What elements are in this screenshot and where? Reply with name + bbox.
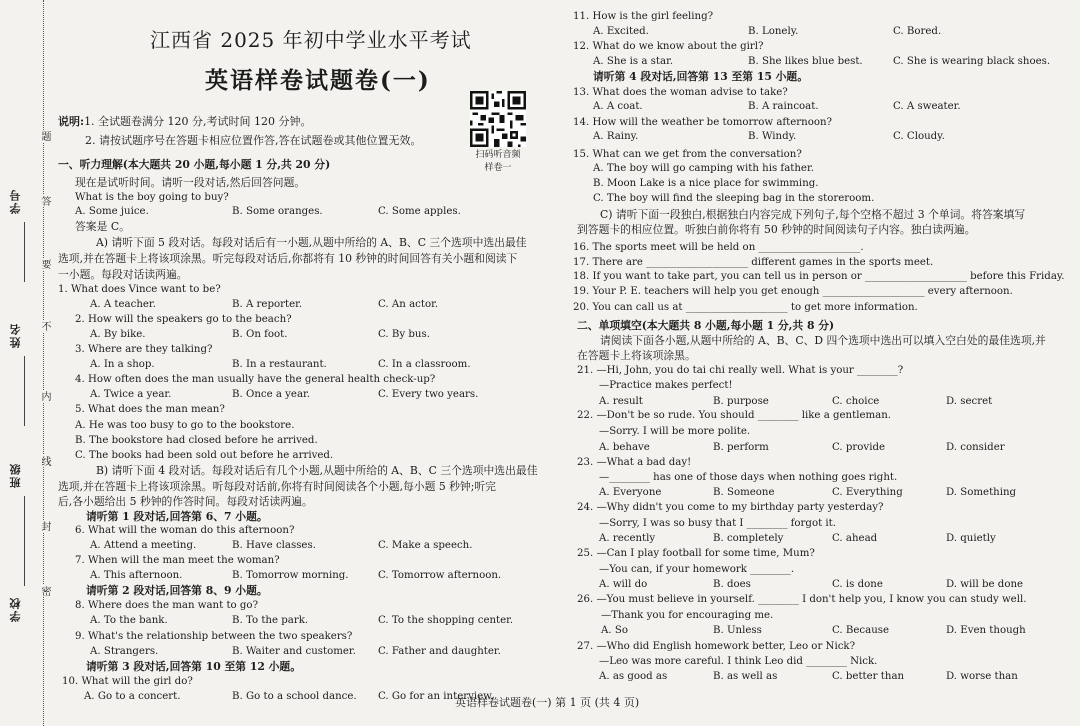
option-c: C. Go for an interview. (378, 691, 494, 702)
option-a: A. By bike. (90, 329, 146, 340)
option-b: B. A reporter. (232, 299, 303, 310)
text-line: What is the boy going to buy? (75, 192, 229, 203)
option-d: D. quietly (946, 533, 996, 544)
text-line: 24. —Why didn't you come to my birthday party yesterday? (577, 502, 884, 513)
text-line: C. The books had been sold out before he arrived. (75, 450, 334, 461)
text-line: 9. What's the relationship between the two speakers? (75, 631, 353, 642)
instructions (58, 112, 422, 150)
text-line: 5. What does the man mean? (75, 404, 225, 415)
seal-char: 要 (39, 259, 50, 269)
text-line: —Sorry, I was so busy that I ________ forgot it. (599, 518, 837, 529)
text-line: 17. There are ____________________ different games in the sports meet. (573, 257, 934, 268)
option-b: B. To the park. (232, 615, 309, 626)
text-line: 请听第 2 段对话,回答第 8、9 小题。 (86, 584, 268, 597)
text-line: —________ has one of those days when nothing goes right. (599, 472, 898, 483)
option-b: B. She likes blue best. (748, 56, 863, 67)
option-d: D. will be done (946, 579, 1024, 590)
seal-char: 封 (39, 521, 50, 531)
field-line (24, 222, 26, 282)
option-b: B. purpose (713, 396, 769, 407)
option-c: C. is done (832, 579, 883, 590)
text-line: 请阅读下面各小题,从题中所给的 A、B、C、D 四个选项中选出可以填入空白处的最佳选项,并 (600, 334, 1046, 347)
binding-margin (0, 0, 52, 726)
text-line: 请听第 1 段对话,回答第 6、7 小题。 (86, 510, 268, 523)
text-line: 现在是试听时间。请听一段对话,然后回答问题。 (75, 176, 306, 189)
text-line: 26. —You must believe in yourself. ________ I don't help you, I know you can study well. (577, 594, 1027, 605)
option-b: B. perform (713, 442, 769, 453)
option-a: A. So (601, 625, 628, 636)
exam-subtitle: 英语样卷试题卷(一) (205, 67, 431, 94)
field-line (24, 356, 26, 426)
option-a: A. as good as (599, 671, 668, 682)
option-b: B. Unless (713, 625, 762, 636)
option-b: B. Once a year. (232, 389, 311, 400)
cut-line (43, 0, 44, 726)
text-line: 16. The sports meet will be held on ____________________. (573, 242, 864, 253)
seal-char: 内 (39, 391, 50, 401)
option-d: D. Something (946, 487, 1017, 498)
text-line: —Thank you for encouraging me. (601, 610, 774, 621)
option-b: B. In a restaurant. (232, 359, 327, 370)
qr-caption-line: 扫码听音频 (475, 150, 521, 160)
field-school: 学校 (9, 596, 22, 622)
option-a: A. She is a star. (593, 56, 674, 67)
text-line: 15. What can we get from the conversation? (573, 149, 802, 160)
option-a: A. Go to a concert. (84, 691, 181, 702)
text-line: B. The bookstore had closed before he arrived. (75, 435, 318, 446)
option-c: C. Every two years. (378, 389, 479, 400)
text-line: C. The boy will find the sleeping bag in the storeroom. (593, 193, 875, 204)
option-d: D. Even though (946, 625, 1026, 636)
option-a: A. Some juice. (75, 206, 149, 217)
note-2: 2. 请按试题序号在答题卡相应位置作答,答在试题卷或其他位置无效。 (85, 134, 422, 147)
text-line: A) 请听下面 5 段对话。每段对话后有一小题,从题中所给的 A、B、C 三个选项中选出最佳 (96, 236, 527, 249)
option-c: C. Tomorrow afternoon. (378, 570, 502, 581)
text-line: 12. What do we know about the girl? (573, 41, 764, 52)
text-line: —Practice makes perfect! (599, 380, 733, 391)
text-line: C) 请听下面一段独白,根据独白内容完成下列句子,每个空格不超过 3 个单词。将答案填写 (600, 208, 1026, 221)
option-c: C. Because (832, 625, 890, 636)
option-a: A. Everyone (599, 487, 662, 498)
option-c: C. Cloudy. (893, 131, 945, 142)
option-b: B. Go to a school dance. (232, 691, 357, 702)
option-a: A. This afternoon. (90, 570, 183, 581)
text-line: 21. —Hi, John, you do tai chi really well. What is your ________? (577, 365, 904, 376)
option-a: A. Twice a year. (90, 389, 172, 400)
text-line: 20. You can call us at ____________________ to get more information. (573, 302, 918, 313)
option-a: A. Attend a meeting. (90, 540, 197, 551)
option-c: C. Bored. (893, 26, 942, 37)
option-b: B. Have classes. (232, 540, 316, 551)
option-b: B. completely (713, 533, 784, 544)
text-line: 请听第 4 段对话,回答第 13 至第 15 小题。 (593, 70, 809, 83)
option-a: A. To the bank. (90, 615, 168, 626)
option-c: C. She is wearing black shoes. (893, 56, 1051, 67)
qr-caption-line: 样卷一 (484, 163, 512, 173)
option-c: C. provide (832, 442, 885, 453)
text-line: 到答题卡的相应位置。听独白前你将有 50 秒钟的时间阅读句子内容。独白读两遍。 (577, 223, 976, 236)
option-a: A. behave (599, 442, 650, 453)
text-line: —Leo was more careful. I think Leo did ________ Nick. (599, 656, 878, 667)
option-c: C. Everything (832, 487, 903, 498)
option-b: B. Windy. (748, 131, 797, 142)
note-1: 1. 全试题卷满分 120 分,考试时间 120 分钟。 (84, 115, 312, 128)
seal-char: 不 (39, 321, 50, 331)
text-line: B) 请听下面 4 段对话。每段对话后有几个小题,从题中所给的 A、B、C 三个选项中选出最佳 (96, 464, 538, 477)
text-line: 25. —Can I play football for some time, Mum? (577, 548, 815, 559)
option-c: C. Make a speech. (378, 540, 473, 551)
option-d: D. worse than (946, 671, 1018, 682)
option-b: B. Tomorrow morning. (232, 570, 349, 581)
seal-char: 答 (39, 196, 50, 206)
option-d: D. consider (946, 442, 1005, 453)
option-c: C. By bus. (378, 329, 430, 340)
exam-title: 江西省 2025 年初中学业水平考试 (150, 28, 472, 52)
option-a: A. Excited. (593, 26, 649, 37)
option-c: C. A sweater. (893, 101, 961, 112)
text-line: 答案是 C。 (75, 220, 130, 233)
option-c: C. ahead (832, 533, 878, 544)
text-line: 14. How will the weather be tomorrow afternoon? (573, 117, 833, 128)
text-line: 6. What will the woman do this afternoon? (75, 525, 295, 536)
text-line: A. He was too busy to go to the bookstore. (75, 420, 295, 431)
text-line: 11. How is the girl feeling? (573, 11, 714, 22)
field-class: 班级 (9, 462, 22, 488)
option-b: B. On foot. (232, 329, 288, 340)
option-a: A. A coat. (593, 101, 643, 112)
text-line: —Sorry. I will be more polite. (599, 426, 751, 437)
text-line: 27. —Who did English homework better, Leo or Nick? (577, 641, 856, 652)
qr-code-icon (470, 91, 526, 147)
option-b: B. Lonely. (748, 26, 799, 37)
text-line: 13. What does the woman advise to take? (573, 87, 788, 98)
option-b: B. as well as (713, 671, 778, 682)
field-line (24, 496, 26, 586)
text-line: A. The boy will go camping with his father. (593, 163, 814, 174)
option-b: B. does (713, 579, 751, 590)
text-line: 后,各小题给出 5 秒钟的作答时间。每段对话读两遍。 (58, 495, 313, 508)
option-c: C. choice (832, 396, 880, 407)
text-line: —You can, if your homework ________. (599, 564, 795, 575)
option-c: C. In a classroom. (378, 359, 471, 370)
text-line: 2. How will the speakers go to the beach? (75, 314, 292, 325)
text-line: 22. —Don't be so rude. You should ________ like a gentleman. (577, 410, 892, 421)
text-line: 二、单项填空(本大题共 8 小题,每小题 1 分,共 8 分) (577, 319, 835, 332)
option-c: C. Some apples. (378, 206, 461, 217)
text-line: 选项,并在答题卡上将该项涂黑。听完每段对话后,你都将有 10 秒钟的时间回答有关小题和阅读下 (58, 252, 518, 265)
option-c: C. Father and daughter. (378, 646, 501, 657)
text-line: 19. Your P. E. teachers will help you get enough ____________________ every afternoon. (573, 286, 1013, 297)
seal-char: 密 (39, 586, 50, 596)
text-line: B. Moon Lake is a nice place for swimming. (593, 178, 819, 189)
text-line: 7. When will the man meet the woman? (75, 555, 280, 566)
field-name: 姓名 (9, 322, 22, 348)
page-footer: 英语样卷试题卷(一) 第 1 页 (共 4 页) (455, 696, 640, 709)
option-a: A. recently (599, 533, 656, 544)
option-c: C. An actor. (378, 299, 439, 310)
option-b: B. A raincoat. (748, 101, 819, 112)
text-line: 一、听力理解(本大题共 20 小题,每小题 1 分,共 20 分) (58, 158, 331, 171)
option-a: A. Rainy. (593, 131, 639, 142)
text-line: 3. Where are they talking? (75, 344, 213, 355)
option-a: A. A teacher. (90, 299, 156, 310)
field-student-id: 学号 (9, 188, 22, 214)
text-line: 18. If you want to take part, you can tell us in person or ____________________ before this Friday. (573, 271, 1065, 282)
option-b: B. Someone (713, 487, 775, 498)
text-line: 8. Where does the man want to go? (75, 600, 259, 611)
option-c: C. better than (832, 671, 905, 682)
option-c: C. To the shopping center. (378, 615, 514, 626)
seal-char: 题 (39, 131, 50, 141)
option-a: A. Strangers. (90, 646, 159, 657)
text-line: 1. What does Vince want to be? (58, 284, 221, 295)
option-d: D. secret (946, 396, 993, 407)
notes-label: 说明: (58, 115, 85, 128)
text-line: 请听第 3 段对话,回答第 10 至第 12 小题。 (86, 660, 302, 673)
text-line: 在答题卡上将该项涂黑。 (577, 349, 696, 362)
option-a: A. result (599, 396, 643, 407)
option-a: A. In a shop. (90, 359, 155, 370)
qr-caption (473, 149, 523, 175)
option-b: B. Waiter and customer. (232, 646, 356, 657)
text-line: 4. How often does the man usually have the general health check-up? (75, 374, 436, 385)
text-line: 选项,并在答题卡上将该项涂黑。听每段对话前,你将有时间阅读各个小题,每小题 5 秒钟;听完 (58, 480, 496, 493)
text-line: 23. —What a bad day! (577, 457, 692, 468)
option-b: B. Some oranges. (232, 206, 323, 217)
option-a: A. will do (599, 579, 648, 590)
text-line: 10. What will the girl do? (62, 676, 193, 687)
text-line: 一小题。每段对话读两遍。 (58, 268, 188, 281)
seal-char: 线 (39, 456, 50, 466)
